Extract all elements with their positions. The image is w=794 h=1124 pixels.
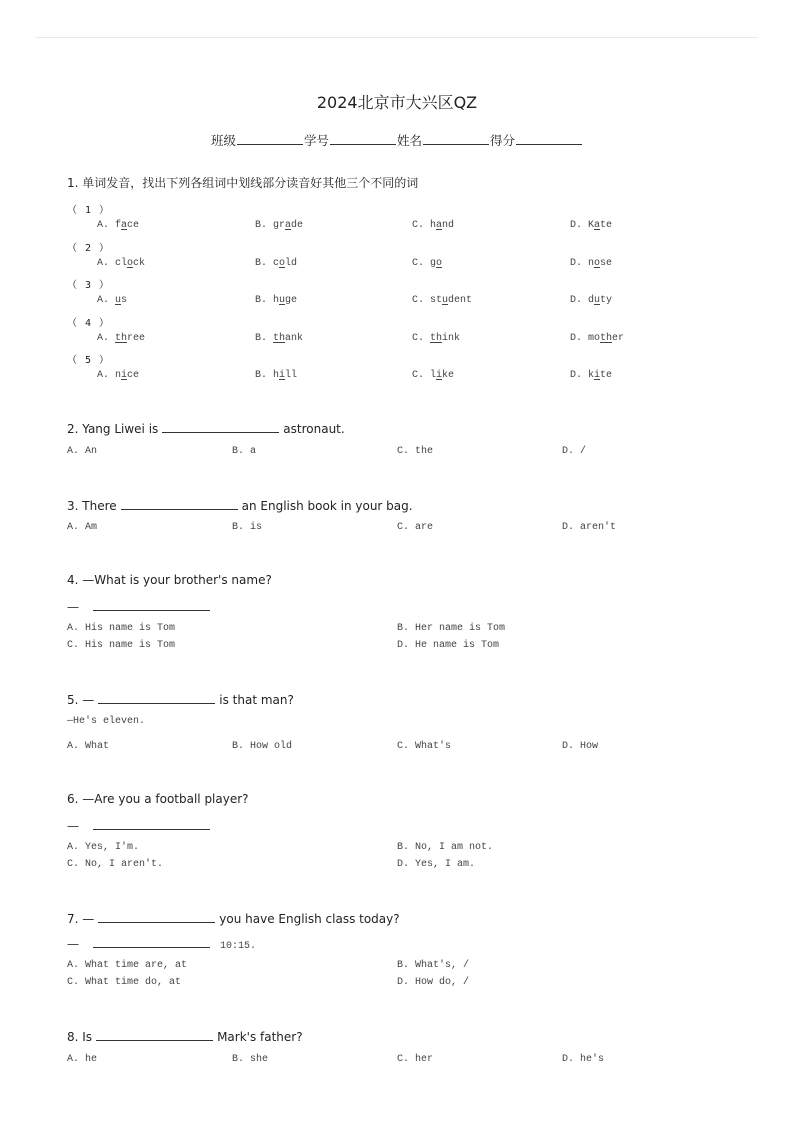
underlined-letters: i bbox=[279, 370, 286, 381]
q4-answer-line bbox=[67, 598, 214, 614]
q7-answer-time: 10:15. bbox=[220, 941, 257, 952]
option-text: s bbox=[121, 295, 128, 306]
underlined-letters: u bbox=[279, 295, 286, 306]
option-text: se bbox=[600, 257, 613, 269]
q4-option-c[interactable]: C. His name is Tom bbox=[67, 640, 176, 651]
underlined-letters: th bbox=[600, 332, 613, 344]
q8-text-before: 8. Is bbox=[67, 1030, 93, 1044]
q5-blank[interactable] bbox=[98, 691, 215, 704]
class-label: 班级 bbox=[210, 133, 236, 148]
option-text: nd bbox=[442, 220, 455, 231]
q7-blank-1[interactable] bbox=[98, 910, 215, 923]
option-text: D. d bbox=[570, 295, 595, 306]
q3-option-b[interactable]: B. is bbox=[232, 522, 263, 533]
q4-option-d[interactable]: D. He name is Tom bbox=[397, 640, 500, 651]
q6-option-c[interactable]: C. No, I aren't. bbox=[67, 859, 164, 870]
q7-option-b[interactable]: B. What's, / bbox=[397, 960, 470, 971]
number-field[interactable] bbox=[330, 132, 396, 145]
q1-group-3-option-b[interactable] bbox=[255, 295, 297, 306]
option-text: ge bbox=[285, 295, 298, 306]
option-text: A. n bbox=[97, 370, 122, 381]
question-6-prompt: 6. —Are you a football player? bbox=[67, 792, 249, 806]
underlined-letters: o bbox=[594, 257, 601, 269]
q6-option-b[interactable]: B. No, I am not. bbox=[397, 842, 494, 853]
q7-option-c[interactable]: C. What time do, at bbox=[67, 977, 182, 988]
q3-text-after: an English book in your bag. bbox=[241, 499, 413, 513]
q1-group-4-option-d[interactable] bbox=[570, 333, 624, 344]
q8-option-a[interactable]: A. he bbox=[67, 1054, 98, 1065]
question-3-prompt bbox=[67, 497, 413, 513]
q7-answer-dash: — bbox=[67, 937, 79, 951]
option-text: C. g bbox=[412, 257, 437, 269]
q2-text-before: 2. Yang Liwei is bbox=[67, 422, 159, 436]
question-8-prompt bbox=[67, 1028, 303, 1044]
option-text: A. cl bbox=[97, 257, 128, 269]
option-text: C. bbox=[412, 332, 431, 344]
score-field[interactable] bbox=[516, 132, 582, 145]
option-text: A. bbox=[97, 295, 116, 306]
q2-option-c[interactable]: C. the bbox=[397, 446, 434, 457]
option-text: A. f bbox=[97, 220, 122, 231]
option-text: B. gr bbox=[255, 220, 286, 231]
student-info-line bbox=[0, 131, 794, 149]
underlined-letters: a bbox=[121, 220, 128, 231]
q7-answer-line bbox=[67, 935, 256, 952]
q6-answer-line bbox=[67, 817, 214, 833]
q1-group-1-option-a[interactable] bbox=[97, 220, 139, 231]
q1-group-1-option-d[interactable] bbox=[570, 220, 612, 231]
number-label: 学号 bbox=[303, 133, 329, 148]
q3-option-d[interactable]: D. aren't bbox=[562, 522, 617, 533]
option-text: C. l bbox=[412, 370, 437, 381]
underlined-letters: o bbox=[436, 257, 443, 269]
q1-group-label: （ 3 ） bbox=[67, 280, 111, 291]
q1-group-4-option-b[interactable] bbox=[255, 333, 303, 344]
underlined-letters: a bbox=[285, 220, 292, 231]
underlined-letters: th bbox=[273, 332, 286, 344]
question-7-prompt bbox=[67, 910, 400, 926]
q5-text-after: is that man? bbox=[219, 693, 294, 707]
header-divider bbox=[36, 37, 758, 38]
option-text: C. h bbox=[412, 220, 437, 231]
q5-option-b[interactable]: B. How old bbox=[232, 741, 293, 752]
underlined-letters: i bbox=[436, 370, 443, 381]
q8-text-after: Mark's father? bbox=[217, 1030, 303, 1044]
option-text: er bbox=[612, 332, 625, 344]
name-field[interactable] bbox=[423, 132, 489, 145]
q5-option-c[interactable]: C. What's bbox=[397, 741, 452, 752]
q2-option-d[interactable]: D. / bbox=[562, 446, 587, 457]
option-text: ce bbox=[127, 220, 140, 231]
option-text: B. h bbox=[255, 370, 280, 381]
underlined-letters: u bbox=[115, 295, 122, 306]
option-text: ck bbox=[133, 257, 146, 269]
score-label: 得分 bbox=[490, 133, 516, 148]
underlined-letters: a bbox=[436, 220, 443, 231]
option-text: ree bbox=[127, 332, 146, 344]
q6-option-a[interactable]: A. Yes, I'm. bbox=[67, 842, 140, 853]
q1-group-label: （ 2 ） bbox=[67, 242, 111, 254]
question-1-prompt: 1. 单词发音，找出下列各组词中划线部分读音好其他三个不同的词 bbox=[67, 176, 419, 190]
q6-answer-dash: — bbox=[67, 819, 79, 833]
q1-group-5-option-a[interactable] bbox=[97, 370, 139, 381]
option-text: ank bbox=[285, 332, 304, 344]
q8-option-d[interactable]: D. he's bbox=[562, 1054, 605, 1065]
option-text: B. bbox=[255, 332, 274, 344]
option-text: te bbox=[600, 370, 613, 381]
q3-option-a[interactable]: A. Am bbox=[67, 522, 98, 533]
underlined-letters: th bbox=[430, 332, 443, 344]
q3-option-c[interactable]: C. are bbox=[397, 522, 434, 533]
option-text: te bbox=[600, 220, 613, 231]
underlined-letters: o bbox=[127, 257, 134, 269]
underlined-letters: a bbox=[594, 220, 601, 231]
q7-option-d[interactable]: D. How do, / bbox=[397, 977, 470, 988]
underlined-letters: i bbox=[594, 370, 601, 381]
option-text: C. st bbox=[412, 295, 443, 306]
option-text: ce bbox=[127, 370, 140, 381]
q1-group-1-option-b[interactable] bbox=[255, 220, 303, 231]
option-text: D. mo bbox=[570, 332, 601, 344]
q8-option-c[interactable]: C. her bbox=[397, 1054, 434, 1065]
q7-option-a[interactable]: A. What time are, at bbox=[67, 960, 188, 971]
q1-group-label: （ 1 ） bbox=[67, 205, 111, 216]
underlined-letters: th bbox=[115, 332, 128, 344]
underlined-letters: u bbox=[594, 295, 601, 306]
q4-answer-dash: — bbox=[67, 600, 79, 614]
q1-group-label: （ 5 ） bbox=[67, 355, 111, 366]
q3-text-before: 3. There bbox=[67, 499, 117, 513]
option-text: B. h bbox=[255, 295, 280, 306]
option-text: ty bbox=[600, 295, 613, 306]
option-text: dent bbox=[448, 295, 473, 306]
option-text: D. K bbox=[570, 220, 595, 231]
q2-text-after: astronaut. bbox=[283, 422, 345, 436]
q4-option-b[interactable]: B. Her name is Tom bbox=[397, 623, 506, 634]
q7-text-before: 7. — bbox=[67, 912, 95, 926]
q1-group-4-option-a[interactable] bbox=[97, 333, 145, 344]
q1-group-2-option-b[interactable] bbox=[255, 258, 297, 269]
option-text: ll bbox=[285, 370, 298, 381]
class-field[interactable] bbox=[237, 132, 303, 145]
option-text: B. c bbox=[255, 257, 280, 269]
option-text: D. k bbox=[570, 370, 595, 381]
q1-group-label: （ 4 ） bbox=[67, 317, 111, 329]
q2-option-b[interactable]: B. a bbox=[232, 446, 257, 457]
option-text: de bbox=[291, 220, 304, 231]
q5-text-before: 5. — bbox=[67, 693, 95, 707]
page-title: 2024北京市大兴区QZ bbox=[316, 93, 478, 112]
q1-group-2-option-c[interactable] bbox=[412, 258, 442, 269]
q6-option-d[interactable]: D. Yes, I am. bbox=[397, 859, 476, 870]
q1-group-5-option-c[interactable] bbox=[412, 370, 454, 381]
q1-group-4-option-c[interactable] bbox=[412, 333, 460, 344]
q8-blank[interactable] bbox=[96, 1028, 213, 1041]
q7-blank-2[interactable] bbox=[93, 935, 210, 948]
q4-option-a[interactable]: A. His name is Tom bbox=[67, 623, 176, 634]
q5-reply: —He's eleven. bbox=[67, 716, 146, 727]
question-2-prompt bbox=[67, 420, 345, 436]
option-text: ld bbox=[285, 257, 298, 269]
q8-option-b[interactable]: B. she bbox=[232, 1054, 269, 1065]
q1-group-2-option-a[interactable] bbox=[97, 258, 145, 269]
q1-group-3-option-a[interactable] bbox=[97, 295, 127, 306]
q1-group-5-option-b[interactable] bbox=[255, 370, 297, 381]
q1-group-3-option-c[interactable] bbox=[412, 295, 472, 306]
name-label: 姓名 bbox=[397, 133, 423, 148]
option-text: ink bbox=[442, 332, 461, 344]
option-text: D. n bbox=[570, 257, 595, 269]
q5-option-a[interactable]: A. What bbox=[67, 741, 110, 752]
q2-option-a[interactable]: A. An bbox=[67, 446, 98, 457]
q1-group-2-option-d[interactable] bbox=[570, 258, 612, 269]
q6-blank[interactable] bbox=[93, 817, 210, 830]
q5-option-d[interactable]: D. How bbox=[562, 741, 599, 752]
underlined-letters: u bbox=[442, 295, 449, 306]
q3-blank[interactable] bbox=[121, 497, 238, 510]
underlined-letters: i bbox=[121, 370, 128, 381]
q1-group-1-option-c[interactable] bbox=[412, 220, 454, 231]
q1-group-3-option-d[interactable] bbox=[570, 295, 612, 306]
option-text: ke bbox=[442, 370, 455, 381]
q7-text-after: you have English class today? bbox=[219, 912, 400, 926]
question-4-prompt: 4. —What is your brother's name? bbox=[67, 573, 272, 587]
option-text: A. bbox=[97, 332, 116, 344]
q2-blank[interactable] bbox=[162, 420, 279, 433]
underlined-letters: o bbox=[279, 257, 286, 269]
q1-group-5-option-d[interactable] bbox=[570, 370, 612, 381]
question-5-prompt bbox=[67, 691, 294, 707]
q4-blank[interactable] bbox=[93, 598, 210, 611]
